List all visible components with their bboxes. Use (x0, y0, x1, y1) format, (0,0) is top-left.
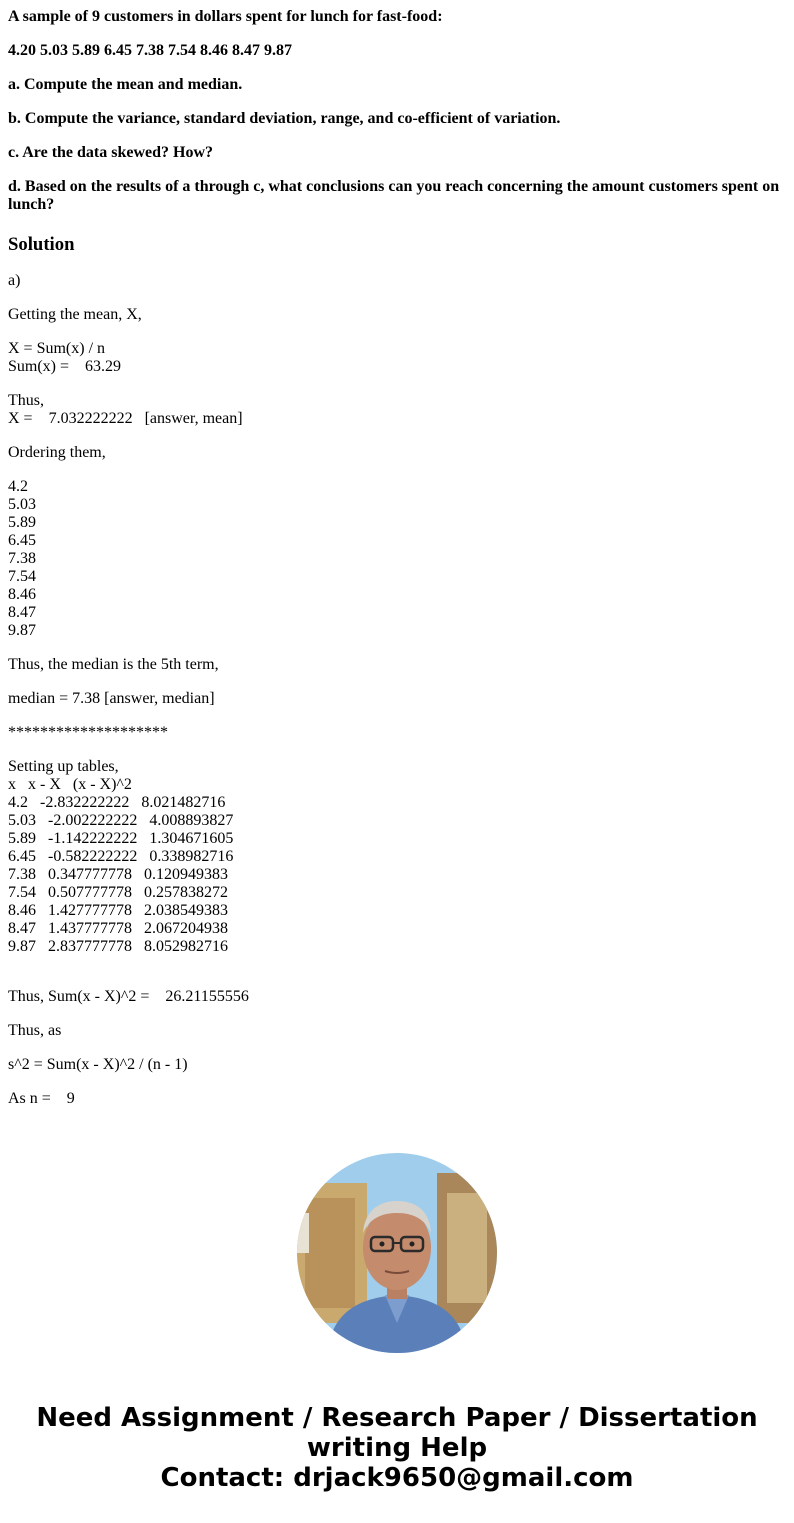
list-item: 5.03 (8, 496, 36, 513)
thus-as-block (8, 1022, 786, 1040)
avatar-portrait-icon (297, 1153, 497, 1353)
promo-line-2: writing Help (306, 1433, 488, 1463)
mean-formula-block (8, 340, 786, 376)
thus-as-line: Thus, as (8, 1022, 62, 1039)
sum-line: Sum(x) = 63.29 (8, 358, 122, 375)
list-item: 9.87 (8, 622, 36, 639)
mean-result-block (8, 392, 786, 428)
mean-intro-block (8, 306, 786, 324)
table-row: 5.89 -1.142222222 1.304671605 (8, 830, 234, 847)
promo-line-1: Need Assignment / Research Paper / Dissertation (36, 1403, 758, 1433)
table-row: 7.38 0.347777778 0.120949383 (8, 866, 228, 883)
variance-formula: s^2 = Sum(x - X)^2 / (n - 1) (8, 1056, 188, 1073)
separator-block (8, 724, 786, 742)
list-item: 8.46 (8, 586, 36, 603)
table-row: 7.54 0.507777778 0.257838272 (8, 884, 228, 901)
median-result-block (8, 690, 786, 708)
tables-intro: Setting up tables, (8, 758, 119, 775)
table-header: x x - X (x - X)^2 (8, 776, 132, 793)
mean-formula: X = Sum(x) / n (8, 340, 106, 357)
list-item: 4.2 (8, 478, 28, 495)
ordering-label: Ordering them, (8, 444, 106, 461)
list-item: 8.47 (8, 604, 36, 621)
deviation-table (8, 758, 786, 972)
n-line: As n = 9 (8, 1090, 75, 1107)
question-part-d: d. Based on the results of a through c, what conclusions can you reach concerning the amount customers spent on lunch? (8, 178, 784, 213)
document-body (8, 8, 786, 1108)
sum-sq-block (8, 988, 786, 1006)
avatar (297, 1153, 497, 1353)
mean-intro: Getting the mean, X, (8, 306, 142, 323)
median-intro-block (8, 656, 786, 674)
thus-label: Thus, (8, 392, 44, 409)
table-row: 5.03 -2.002222222 4.008893827 (8, 812, 234, 829)
variance-formula-block (8, 1056, 786, 1074)
ordered-values-list (8, 478, 786, 640)
table-row: 6.45 -0.582222222 0.338982716 (8, 848, 234, 865)
question-part-b: b. Compute the variance, standard deviation, range, and co-efficient of variation. (8, 110, 561, 127)
sum-squares-line: Thus, Sum(x - X)^2 = 26.21155556 (8, 988, 249, 1005)
table-row: 9.87 2.837777778 8.052982716 (8, 938, 228, 955)
list-item: 7.38 (8, 550, 36, 567)
table-row: 8.46 1.427777778 2.038549383 (8, 902, 228, 919)
promo-contact: Contact: drjack9650@gmail.com (160, 1463, 634, 1493)
question-part-a: a. Compute the mean and median. (8, 76, 243, 93)
list-item: 7.54 (8, 568, 36, 585)
n-line-block (8, 1090, 786, 1108)
question-part-c: c. Are the data skewed? How? (8, 144, 214, 161)
mean-result: X = 7.032222222 [answer, mean] (8, 410, 243, 427)
ordering-block (8, 444, 786, 462)
median-intro: Thus, the median is the 5th term, (8, 656, 219, 673)
table-row: 8.47 1.437777778 2.067204938 (8, 920, 228, 937)
list-item: 6.45 (8, 532, 36, 549)
question-intro: A sample of 9 customers in dollars spent for lunch for fast-food: (8, 8, 443, 25)
solution-part-label-block (8, 272, 786, 290)
separator: ******************** (8, 724, 168, 741)
question-data-line: 4.20 5.03 5.89 6.45 7.38 7.54 8.46 8.47 9.87 (8, 42, 292, 59)
list-item: 5.89 (8, 514, 36, 531)
promo-banner (0, 1403, 794, 1493)
blank-line (8, 956, 786, 972)
solution-part-label: a) (8, 272, 21, 289)
table-row: 4.2 -2.832222222 8.021482716 (8, 794, 226, 811)
median-result: median = 7.38 [answer, median] (8, 690, 215, 707)
solution-heading: Solution (8, 234, 75, 255)
